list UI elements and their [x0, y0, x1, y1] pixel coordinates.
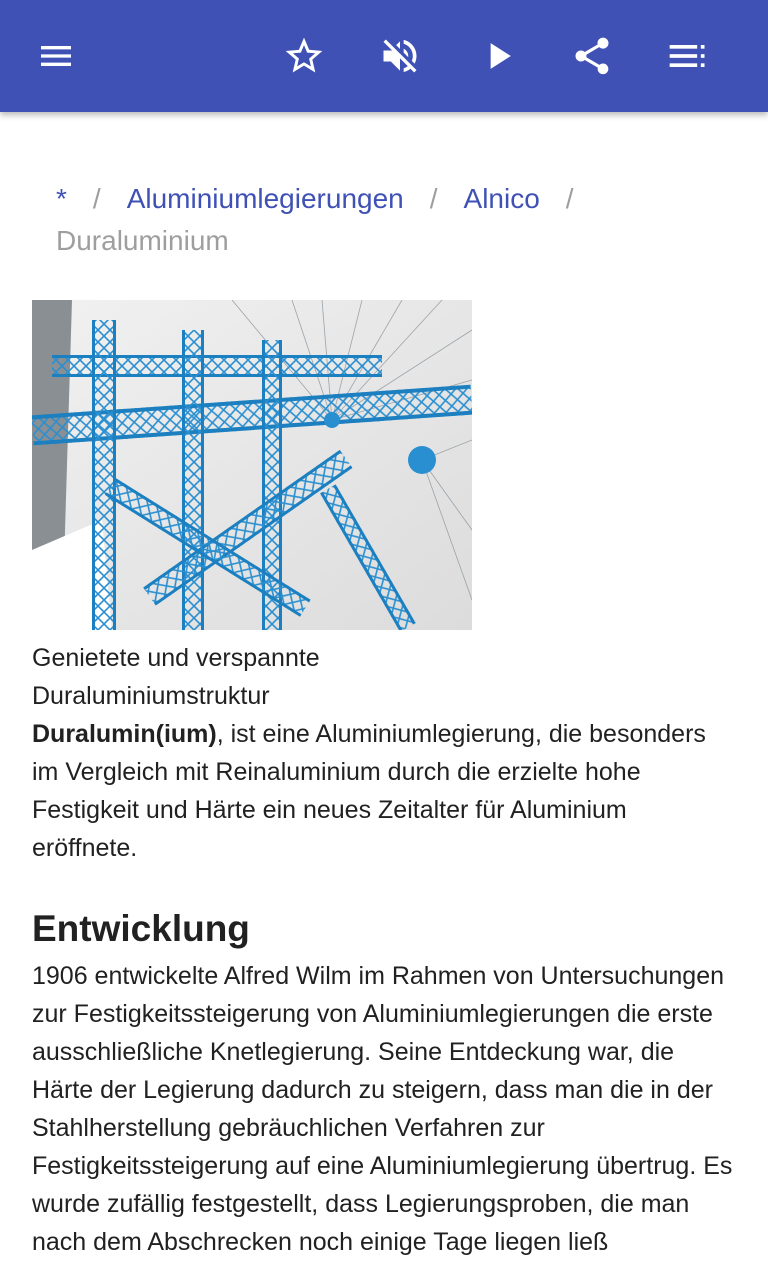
breadcrumb-current: Duraluminium: [56, 225, 229, 256]
breadcrumb-separator: /: [565, 183, 574, 214]
breadcrumb-separator: /: [429, 183, 438, 214]
breadcrumb-item-alnico[interactable]: Alnico: [463, 183, 540, 214]
section-heading: Entwicklung: [32, 908, 250, 949]
menu-icon[interactable]: [28, 28, 84, 84]
article-image[interactable]: [32, 300, 472, 630]
breadcrumb-separator: /: [92, 183, 101, 214]
volume-off-icon[interactable]: [372, 28, 428, 84]
image-caption: Genietete und verspannte Duraluminiumstruktur: [32, 644, 320, 710]
breadcrumb-item-home[interactable]: *: [56, 183, 67, 214]
article-content: [0, 112, 768, 1280]
playlist-icon[interactable]: [660, 28, 716, 84]
intro-paragraph: [32, 715, 736, 867]
breadcrumb: [56, 178, 736, 262]
breadcrumb-item-aluminiumlegierungen[interactable]: Aluminiumlegierungen: [126, 183, 404, 214]
play-icon[interactable]: [470, 28, 526, 84]
intro-term: Duralumin(ium): [32, 720, 217, 748]
star-outline-icon[interactable]: [276, 28, 332, 84]
share-icon[interactable]: [564, 28, 620, 84]
app-bar: [0, 0, 768, 112]
intro-text: , ist eine Aluminiumlegierung, die besonders im Vergleich mit Reinaluminium durch die erzielte hohe Festigkeit und Härte ein neues Zeitalter für Aluminium eröffnete.: [32, 720, 706, 862]
section-paragraph: 1906 entwickelte Alfred Wilm im Rahmen von Untersuchungen zur Festigkeitssteigerung von Aluminiumlegierungen die erste ausschließliche Knetlegierung. Seine Entdeckung war, die Härte der Legierung dadurch zu steigern, dass man die in der Stahlherstellung gebräuchlichen Verfahren zur Festigkeitssteigerung auf eine Aluminiumlegierung übertrug. Es wurde zufällig festgestellt, dass Legierungsproben, die man nach dem Abschrecken noch einige Tage liegen ließ: [32, 962, 733, 1256]
